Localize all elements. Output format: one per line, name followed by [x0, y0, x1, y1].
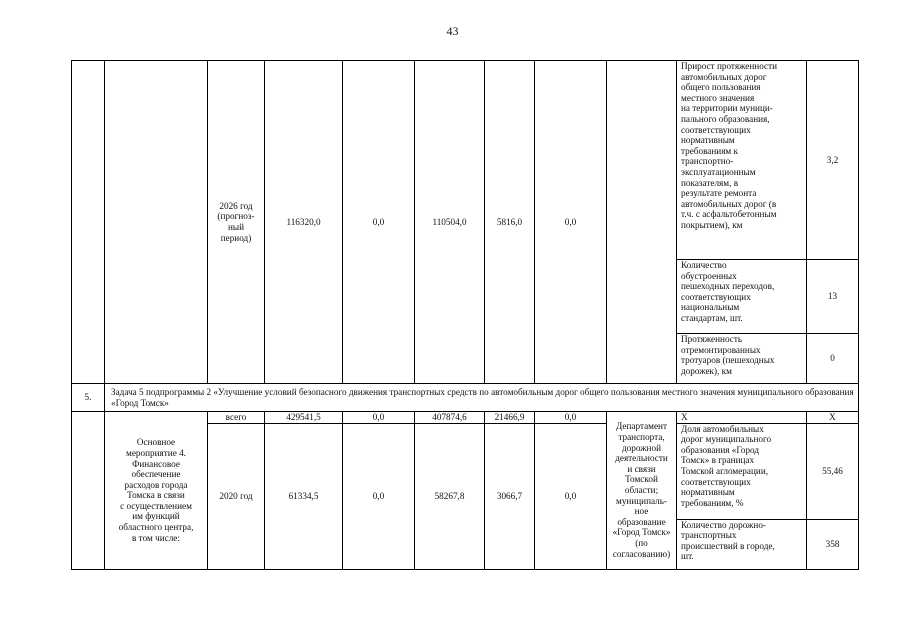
regional-cell: 58267,8	[415, 423, 485, 569]
regional-cell: 110504,0	[415, 61, 485, 384]
indicator-value: 0	[807, 334, 859, 384]
table-row-total	[72, 412, 859, 424]
other-cell: 0,0	[535, 61, 607, 384]
federal-cell: 0,0	[343, 423, 415, 569]
period-cell: всего	[208, 412, 265, 424]
executor-empty	[607, 61, 677, 384]
program-table	[71, 60, 859, 570]
indicator-value: 13	[807, 260, 859, 334]
cell-measure-empty	[105, 61, 208, 384]
total-cell: 116320,0	[265, 61, 343, 384]
indicator-name: Количество дорожно- транспортных происшествий в городе, шт.	[677, 519, 807, 569]
indicator-name: Прирост протяженности автомобильных дорог общего пользования местного значения на территории муници- пального образования, соответствующих нормативным требованиям к транспортно- эксплуатационным показателям, в результате ремонта автомобильных дорог (в т.ч. с асфальтобетонным покрытием), км	[677, 61, 807, 260]
indicator-name: Протяженность отремонтированных тротуаров (пешеходных дорожек), км	[677, 334, 807, 384]
page-number: 43	[446, 24, 459, 38]
task-text: Задача 5 подпрограммы 2 «Улучшение условий безопасного движения транспортных средств по автомобильным дорог общего пользования местного значения муниципального образования «Город Томск»	[105, 384, 859, 412]
table-row-2026	[72, 61, 859, 260]
executor-cell: Департамент транспорта, дорожной деятельности и связи Томской области; муниципаль- ное образование «Город Томск» (по согласованию)	[607, 412, 677, 570]
other-cell: 0,0	[535, 423, 607, 569]
total-cell: 429541,5	[265, 412, 343, 424]
federal-cell: 0,0	[343, 412, 415, 424]
task-number: 5.	[72, 384, 105, 412]
cell-number-empty	[72, 61, 105, 384]
cell-number-empty	[72, 412, 105, 570]
measure-title: Основное мероприятие 4. Финансовое обеспечение расходов города Томска в связи с осуществлением им функций областного центра, в том числе:	[105, 412, 208, 570]
local-cell: 21466,9	[485, 412, 535, 424]
table-row-task5	[72, 384, 859, 412]
period-cell: 2026 год (прогноз- ный период)	[208, 61, 265, 384]
indicator-name: Количество обустроенных пешеходных переходов, соответствующих национальным стандартам, шт.	[677, 260, 807, 334]
federal-cell: 0,0	[343, 61, 415, 384]
regional-cell: 407874,6	[415, 412, 485, 424]
local-cell: 5816,0	[485, 61, 535, 384]
period-cell: 2020 год	[208, 423, 265, 569]
indicator-value: 3,2	[807, 61, 859, 260]
indicator-value: Х	[807, 412, 859, 424]
other-cell: 0,0	[535, 412, 607, 424]
indicator-value: 55,46	[807, 423, 859, 519]
indicator-name: Доля автомобильных дорог муниципального образования «Город Томск» в границах Томской агломерации, соответствующих нормативным требованиям, %	[677, 423, 807, 519]
total-cell: 61334,5	[265, 423, 343, 569]
indicator-value: 358	[807, 519, 859, 569]
local-cell: 3066,7	[485, 423, 535, 569]
indicator-name: Х	[677, 412, 807, 424]
